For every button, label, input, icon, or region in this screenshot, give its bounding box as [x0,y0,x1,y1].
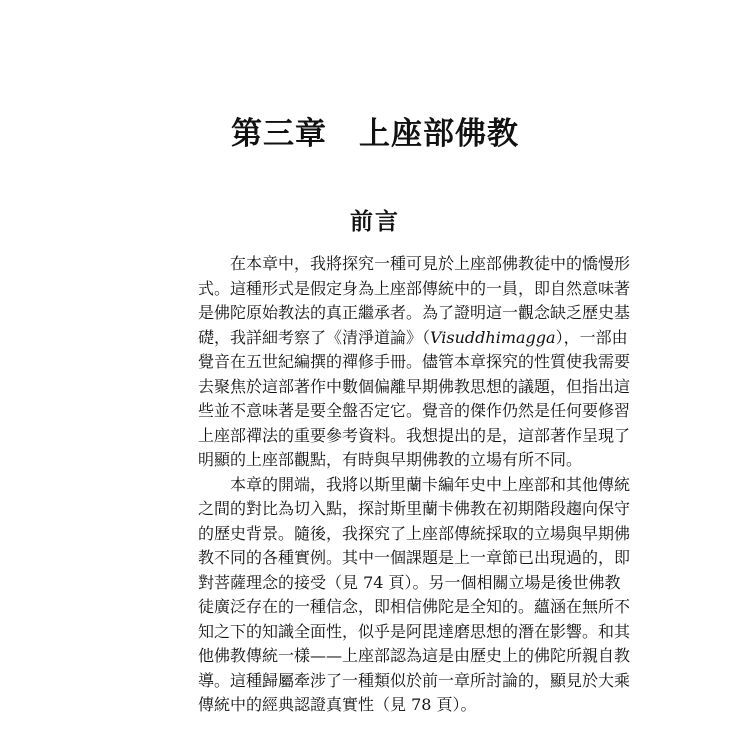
chapter-title: 第三章 上座部佛教 [231,116,519,152]
paragraph-1-line-4 [198,326,628,351]
paragraph-2-line-3: 的歷史背景。隨後，我探究了上座部傳統採取的立場與早期佛 [198,523,631,543]
paragraph-1-line-8: 上座部禪法的重要參考資料。我想提出的是，這部著作呈現了 [198,425,631,445]
paragraph-2-line-9: 導。這種歸屬牽涉了一種類似於前一章所討論的，顯見於大乘 [198,670,631,690]
paragraph-1-line-5: 覺音在五世紀編撰的禪修手冊。儘管本章探究的性質使我需要 [198,352,631,371]
paragraph-2-line-4: 教不同的各種實例。其中一個課題是上一章節已出現過的，即 [198,548,631,567]
line-text-after-title: ），一部由 [555,327,628,347]
paragraph-2-line-1: 本章的開端，我將以斯里蘭卡編年史中上座部和其他傳統 [230,474,631,494]
paragraph-1-line-3: 是佛陀原始教法的真正繼承者。為了證明這一觀念缺乏歷史基 [198,303,631,322]
pali-title-italic: Visuddhimagga [430,327,556,347]
paragraph-2-line-10: 傳統中的經典認證真實性（見 78 頁）。 [198,695,477,714]
paragraph-2-line-7: 知之下的知識全面性，似乎是阿毘達磨思想的潛在影響。和其 [198,621,631,641]
line-text-before-title: 礎，我詳細考察了《清淨道論》（ [198,327,431,347]
paragraph-2-line-2: 之間的對比為切入點，探討斯里蘭卡佛教在初期階段趨向保守 [198,499,631,518]
paragraph-2-line-5: 對菩薩理念的接受（見 74 頁）。另一個相關立場是後世佛教 [198,572,621,592]
paragraph-1-line-1: 在本章中，我將探究一種可見於上座部佛教徒中的憍慢形 [230,254,631,273]
paragraph-1-line-7: 些並不意味著是要全盤否定它。覺音的傑作仍然是任何要修習 [198,401,631,420]
paragraph-1-line-2: 式。這種形式是假定身為上座部傳統中的一員，即自然意味著 [198,278,631,298]
paragraph-2-line-8: 他佛教傳統一樣——上座部認為這是由歷史上的佛陀所親自教 [198,646,631,665]
paragraph-1-line-9: 明顯的上座部觀點，有時與早期佛教的立場有所不同。 [198,450,583,469]
paragraph-2-line-6: 徒廣泛存在的一種信念，即相信佛陀是全知的。蘊涵在無所不 [198,597,631,616]
paragraph-1-line-6: 去聚焦於這部著作中數個偏離早期佛教思想的議題，但指出這 [198,376,631,396]
section-title: 前言 [350,209,400,235]
body-text [198,252,631,718]
